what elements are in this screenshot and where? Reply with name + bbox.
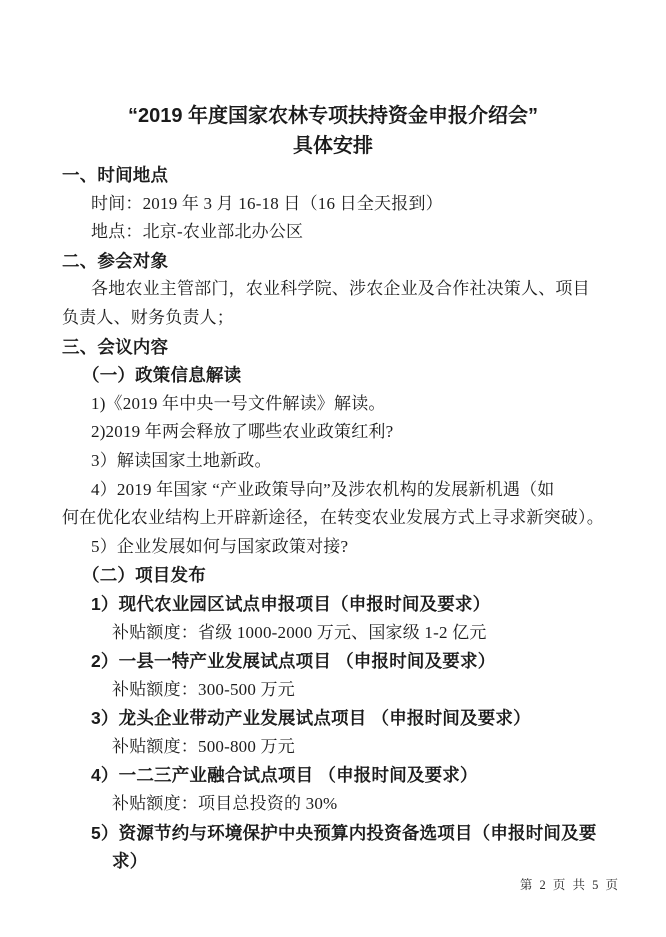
section1-heading: 一、时间地点 <box>62 165 169 185</box>
policy-item-5: 5）企业发展如何与国家政策对接? <box>91 536 349 556</box>
section3-heading: 三、会议内容 <box>62 336 169 357</box>
policy-item-4-line1: 4）2019 年国家 “产业政策导向”及涉农机构的发展新机遇（如 <box>91 479 555 499</box>
policy-subsection-heading: （一）政策信息解读 <box>82 365 242 386</box>
project-4-subsidy: 补贴额度：项目总投资的 30% <box>112 794 338 814</box>
project-4-title: 4）一二三产业融合试点项目 （申报时间及要求） <box>91 765 478 786</box>
project-2-title: 2）一县一特产业发展试点项目 （申报时间及要求） <box>91 651 496 672</box>
section2-body-line2: 负责人、财务负责人； <box>62 307 234 327</box>
policy-item-4-line2: 何在优化农业结构上开辟新途径，在转变农业发展方式上寻求新突破）。 <box>62 508 604 528</box>
project-5-title-line2: 求） <box>112 851 148 872</box>
policy-item-3: 3）解读国家土地新政。 <box>91 450 272 470</box>
project-1-subsidy: 补贴额度：省级 1000-2000 万元、国家级 1-2 亿元 <box>112 622 487 642</box>
projects-subsection-heading: （二）项目发布 <box>82 565 206 586</box>
page-subtitle: 具体安排 <box>293 135 373 157</box>
policy-item-2: 2)2019 年两会释放了哪些农业政策红利? <box>91 422 394 442</box>
page-number: 第 2 页 共 5 页 <box>519 878 620 892</box>
project-3-subsidy: 补贴额度：500-800 万元 <box>112 736 295 756</box>
section2-heading: 二、参会对象 <box>62 250 169 271</box>
project-1-title: 1）现代农业园区试点申报项目（申报时间及要求） <box>91 593 491 614</box>
policy-item-1: 1)《2019 年中央一号文件解读》解读。 <box>91 393 386 413</box>
section2-body-line1: 各地农业主管部门，农业科学院、涉农企业及合作社决策人、项目 <box>91 279 590 299</box>
project-2-subsidy: 补贴额度：300-500 万元 <box>112 679 295 699</box>
project-5-title-line1: 5）资源节约与环境保护中央预算内投资备选项目（申报时间及要 <box>91 822 597 843</box>
project-3-title: 3）龙头企业带动产业发展试点项目 （申报时间及要求） <box>91 708 531 729</box>
section1-location: 地点：北京-农业部北办公区 <box>91 222 304 242</box>
page-title: “2019 年度国家农林专项扶持资金申报介绍会” <box>127 105 539 127</box>
section1-time: 时间：2019 年 3 月 16-18 日（16 日全天报到） <box>91 193 443 213</box>
